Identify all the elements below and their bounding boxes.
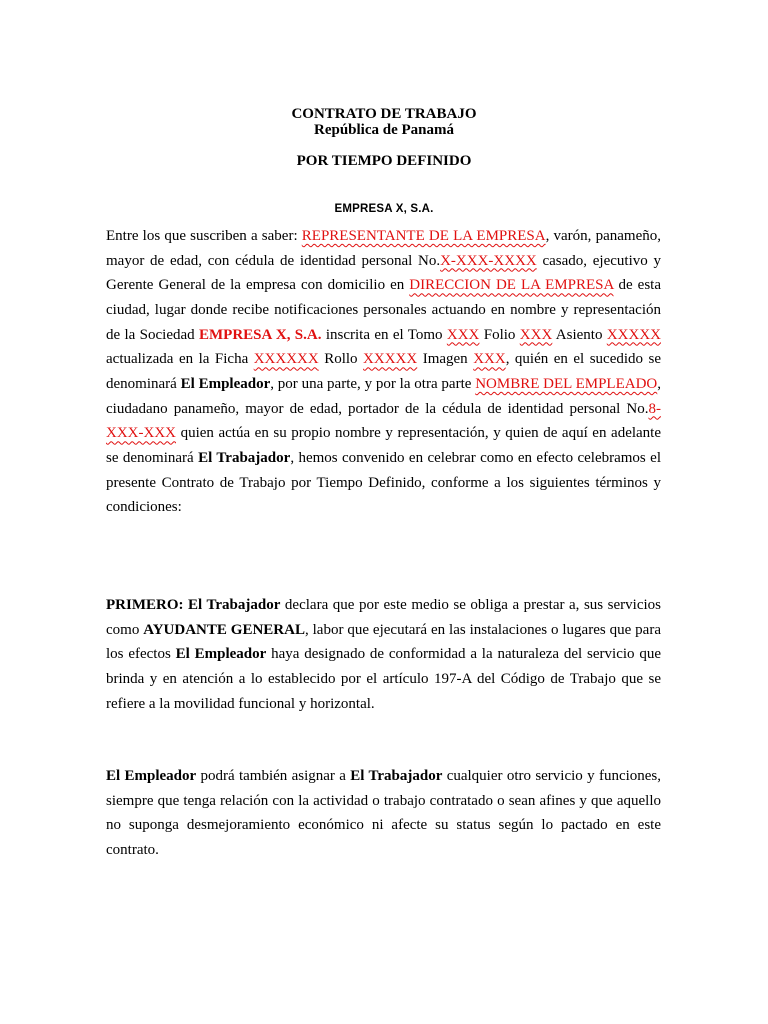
job-role: AYUDANTE GENERAL bbox=[143, 621, 305, 638]
text-run: Folio bbox=[479, 326, 520, 343]
country-subtitle: República de Panamá bbox=[313, 122, 454, 138]
text-run: declara que por este medio se obliga a prestar a, sus servicios como bbox=[106, 597, 662, 638]
text-run: , varón, panameño, mayor de edad, con cédula de identidad personal No. bbox=[106, 228, 661, 269]
representative-placeholder: REPRESENTANTE DE LA EMPRESA bbox=[301, 228, 546, 244]
text-run: inscrita en el Tomo bbox=[321, 326, 447, 343]
ficha-placeholder: XXXXXX bbox=[253, 351, 319, 368]
text-run: actualizada en la Ficha bbox=[106, 351, 254, 368]
employer-term: El Empleador bbox=[175, 646, 267, 663]
company-name-inline: EMPRESA X, S.A. bbox=[199, 326, 322, 343]
company-heading: EMPRESA X, S.A. bbox=[334, 203, 434, 215]
worker-term: El Trabajador bbox=[350, 768, 443, 784]
tomo-placeholder: XXX bbox=[446, 326, 480, 343]
text-run: quien actúa en su propio nombre y representación, y quien de aquí en adelante se denominará bbox=[106, 425, 661, 466]
worker-term: El Trabajador bbox=[188, 597, 281, 613]
representative-id-placeholder: X-XXX-XXXX bbox=[440, 252, 537, 269]
rollo-placeholder: XXXXX bbox=[363, 351, 418, 368]
text-run: , quién en el sucedido se denominará bbox=[106, 351, 662, 392]
text-run: , ciudadano panameño, mayor de edad, portador de la cédula de identidad personal No. bbox=[106, 375, 661, 417]
employer-term: El Empleador bbox=[106, 768, 197, 784]
company-address-placeholder: DIRECCION DE LA EMPRESA bbox=[409, 277, 614, 294]
text-run: , hemos convenido en celebrar como en efecto celebramos el presente Contrato de Trabajo por Tiempo Definido, conforme a los siguientes términos y condiciones: bbox=[106, 449, 661, 516]
worker-term: El Trabajador bbox=[198, 449, 291, 466]
clause-label: PRIMERO: bbox=[106, 597, 184, 613]
employee-name-placeholder: NOMBRE DEL EMPLEADO bbox=[475, 375, 658, 392]
employer-term: El Empleador bbox=[180, 375, 271, 392]
contract-type-heading: POR TIEMPO DEFINIDO bbox=[296, 153, 472, 169]
intro-paragraph bbox=[106, 224, 661, 520]
text-run: casado, ejecutivo y Gerente General de la empresa con domicilio en bbox=[106, 252, 661, 294]
clause-primero bbox=[106, 593, 661, 716]
text-run: , por una parte, y por la otra parte bbox=[270, 375, 476, 392]
text-run: Asiento bbox=[552, 326, 607, 343]
text-run: podrá también asignar a bbox=[196, 768, 351, 784]
text-run: de esta ciudad, lugar donde recibe notificaciones personales actuando en nombre y representación de la Sociedad bbox=[106, 277, 661, 343]
text-run: cualquier otro servicio y funciones, siempre que tenga relación con la actividad o trabajo contratado o sean afines y que aquello no suponga desmejoramiento económico ni afecte su status según lo pactado en este contrato. bbox=[106, 768, 662, 858]
text-run: Rollo bbox=[318, 351, 364, 368]
text-run: , labor que ejecutará en las instalaciones o lugares que para los efectos bbox=[106, 621, 661, 663]
text-run: Imagen bbox=[417, 351, 474, 368]
text-run: haya designado de conformidad a la naturaleza del servicio que brinda y en atención a lo establecido por el artículo 197-A del Código de Trabajo que se refiere a la movilidad funcional y horizontal. bbox=[106, 646, 661, 712]
employee-id-placeholder: 8-XXX-XXX bbox=[106, 400, 661, 442]
folio-placeholder: XXX bbox=[519, 326, 553, 343]
text-run: Entre los que suscriben a saber: bbox=[106, 228, 302, 244]
asiento-placeholder: XXXXX bbox=[606, 326, 661, 343]
imagen-placeholder: XXX bbox=[473, 351, 506, 368]
clause-assignment bbox=[106, 764, 661, 863]
contract-title: CONTRATO DE TRABAJO bbox=[291, 106, 477, 122]
